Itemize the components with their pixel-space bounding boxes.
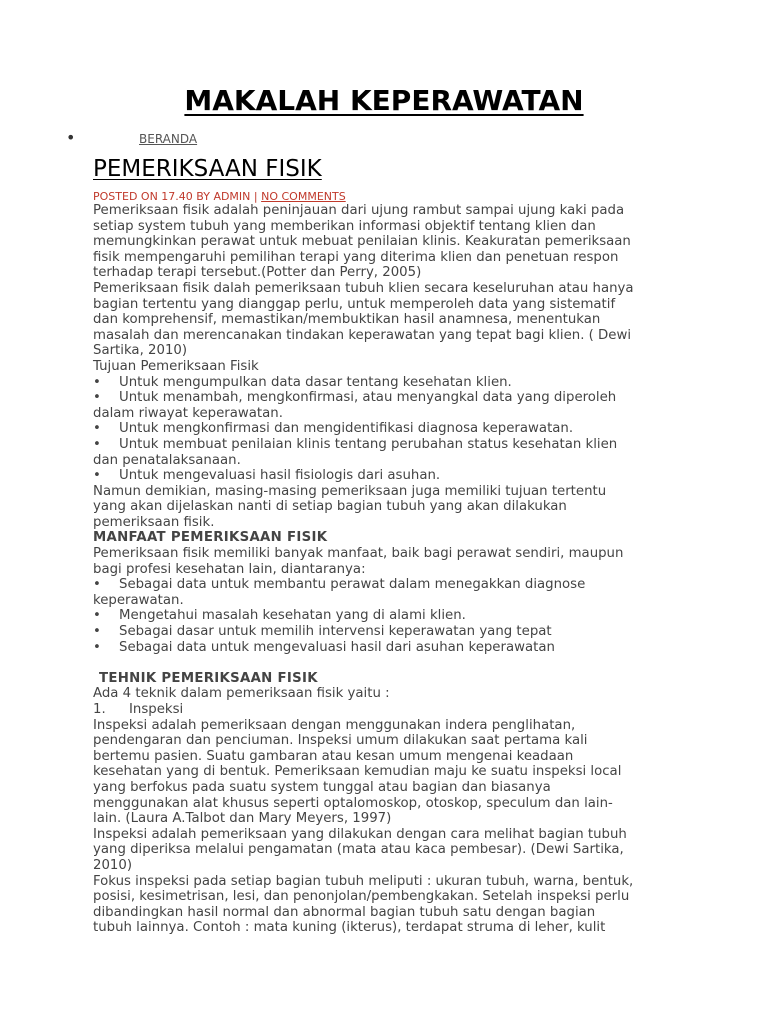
body-line: dan komprehensif, memastikan/membuktikan hasil anamnesa, menentukan [93, 312, 601, 328]
bullet: • [93, 468, 101, 484]
body-line: Ada 4 teknik dalam pemeriksaan fisik yaitu : [93, 686, 390, 702]
body-line: yang diperiksa melalui pengamatan (mata atau kaca pembesar). (Dewi Sartika, [93, 842, 624, 858]
list-item [93, 640, 683, 656]
list-item [93, 390, 683, 406]
list-item [93, 437, 683, 453]
section-heading-manfaat: MANFAAT PEMERIKSAAN FISIK [93, 530, 328, 546]
bullet: • [93, 639, 101, 655]
body-line: dibandingkan hasil normal dan abnormal bagian tubuh satu dengan bagian [93, 904, 596, 920]
post-meta [93, 190, 346, 203]
list-item-text: Untuk mengkonfirmasi dan mengidentifikasi diagnosa keperawatan. [119, 421, 574, 437]
nav-menu [66, 128, 366, 152]
post-meta-prefix: POSTED ON 17.40 BY ADMIN | [93, 190, 262, 203]
body-line: pendengaran dan penciuman. Inspeksi umum dilakukan saat pertama kali [93, 733, 588, 749]
list-item [93, 608, 683, 624]
list-item-text: Sebagai dasar untuk memilih intervensi keperawatan yang tepat [119, 624, 552, 640]
body-line: posisi, kesimetrisan, lesi, dan penonjolan/pembengkakan. Setelah inspeksi perlu [93, 889, 630, 905]
section-heading-tehnik: TEHNIK PEMERIKSAAN FISIK [99, 670, 318, 686]
post-title[interactable]: PEMERIKSAAN FISIK [93, 156, 322, 182]
bullet: • [93, 390, 101, 406]
nav-bullet: • [66, 128, 76, 147]
body-line: bagi profesi kesehatan lain, diantaranya: [93, 561, 366, 577]
body-line: Pemeriksaan fisik adalah peninjauan dari ujung rambut sampai ujung kaki pada [93, 203, 625, 218]
bullet: • [93, 577, 101, 593]
bullet: • [93, 436, 101, 452]
list-item [93, 421, 683, 437]
bullet: • [93, 608, 101, 624]
body-line: dalam riwayat keperawatan. [93, 405, 283, 421]
bullet: • [93, 624, 101, 640]
body-line: memungkinkan perawat untuk mebuat penilaian klinis. Keakuratan pemeriksaan [93, 234, 631, 250]
nav-home-link[interactable]: BERANDA [139, 132, 198, 146]
list-item-text: Untuk menambah, mengkonfirmasi, atau menyangkal data yang diperoleh [119, 390, 617, 406]
body-line: dan penatalaksanaan. [93, 452, 241, 468]
body-line: pemeriksaan fisik. [93, 514, 215, 530]
body-line: Namun demikian, masing-masing pemeriksaan juga memiliki tujuan tertentu [93, 483, 607, 499]
list-item [93, 577, 683, 593]
body-line: Pemeriksaan fisik dalah pemeriksaan tubuh klien secara keseluruhan atau hanya [93, 280, 634, 296]
list-item-text: Untuk membuat penilaian klinis tentang perubahan status kesehatan klien [119, 436, 618, 452]
body-line: keperawatan. [93, 592, 184, 608]
item-number: 1. [93, 702, 106, 717]
body-line: yang berfokus pada suatu system tunggal atau bagian dan biasanya [93, 779, 551, 795]
body-line: Fokus inspeksi pada setiap bagian tubuh meliputi : ukuran tubuh, warna, bentuk, [93, 873, 634, 889]
body-line: fisik mempengaruhi pemilihan terapi yang diterima klien dan penetuan respon [93, 249, 619, 265]
list-item [93, 624, 683, 640]
body-line: setiap system tubuh yang memberikan informasi objektif tentang klien dan [93, 218, 596, 234]
body-line: 2010) [93, 857, 133, 873]
body-line: Inspeksi adalah pemeriksaan dengan menggunakan indera penglihatan, [93, 717, 576, 733]
blog-title [0, 84, 768, 117]
item-label: Inspeksi [129, 702, 184, 717]
post-body [93, 203, 683, 936]
body-line: yang akan dijelaskan nanti di setiap bagian tubuh yang akan dilakukan [93, 499, 567, 515]
body-line: tubuh lainnya. Contoh : mata kuning (ikterus), terdapat struma di leher, kulit [93, 920, 606, 936]
body-line: lain. (Laura A.Talbot dan Mary Meyers, 1997) [93, 811, 392, 827]
body-line: Tujuan Pemeriksaan Fisik [93, 358, 259, 374]
body-line: terhadap terapi tersebut.(Potter dan Perry, 2005) [93, 265, 422, 281]
list-item [93, 468, 683, 484]
body-line: Inspeksi adalah pemeriksaan yang dilakukan dengan cara melihat bagian tubuh [93, 826, 627, 842]
list-item-text: Mengetahui masalah kesehatan yang di alami klien. [119, 608, 466, 624]
list-item-text: Untuk mengumpulkan data dasar tentang kesehatan klien. [119, 374, 512, 390]
bullet: • [93, 421, 101, 437]
bullet: • [93, 374, 101, 390]
blog-title-text: MAKALAH KEPERAWATAN [184, 84, 584, 117]
spacer [93, 655, 683, 671]
list-item-text: Untuk mengevaluasi hasil fisiologis dari asuhan. [119, 468, 441, 484]
list-item [93, 375, 683, 391]
list-item-text: Sebagai data untuk mengevaluasi hasil dari asuhan keperawatan [119, 639, 555, 655]
body-line: Sartika, 2010) [93, 343, 188, 359]
numbered-item [93, 702, 683, 718]
body-line: Pemeriksaan fisik memiliki banyak manfaat, baik bagi perawat sendiri, maupun [93, 546, 624, 562]
comments-link[interactable]: NO COMMENTS [261, 190, 346, 203]
list-item-text: Sebagai data untuk membantu perawat dalam menegakkan diagnose [119, 577, 586, 593]
body-line: masalah dan merencanakan tindakan keperawatan yang tepat bagi klien. ( Dewi [93, 327, 632, 343]
body-line: bertemu pasien. Suatu gambaran atau kesan umum mengenai keadaan [93, 748, 574, 764]
body-line: kesehatan yang di bentuk. Pemeriksaan kemudian maju ke suatu inspeksi local [93, 764, 622, 780]
body-line: menggunakan alat khusus seperti optalomoskop, otoskop, speculum dan lain- [93, 795, 613, 811]
body-line: bagian tertentu yang dianggap perlu, untuk memperoleh data yang sistematif [93, 296, 616, 312]
